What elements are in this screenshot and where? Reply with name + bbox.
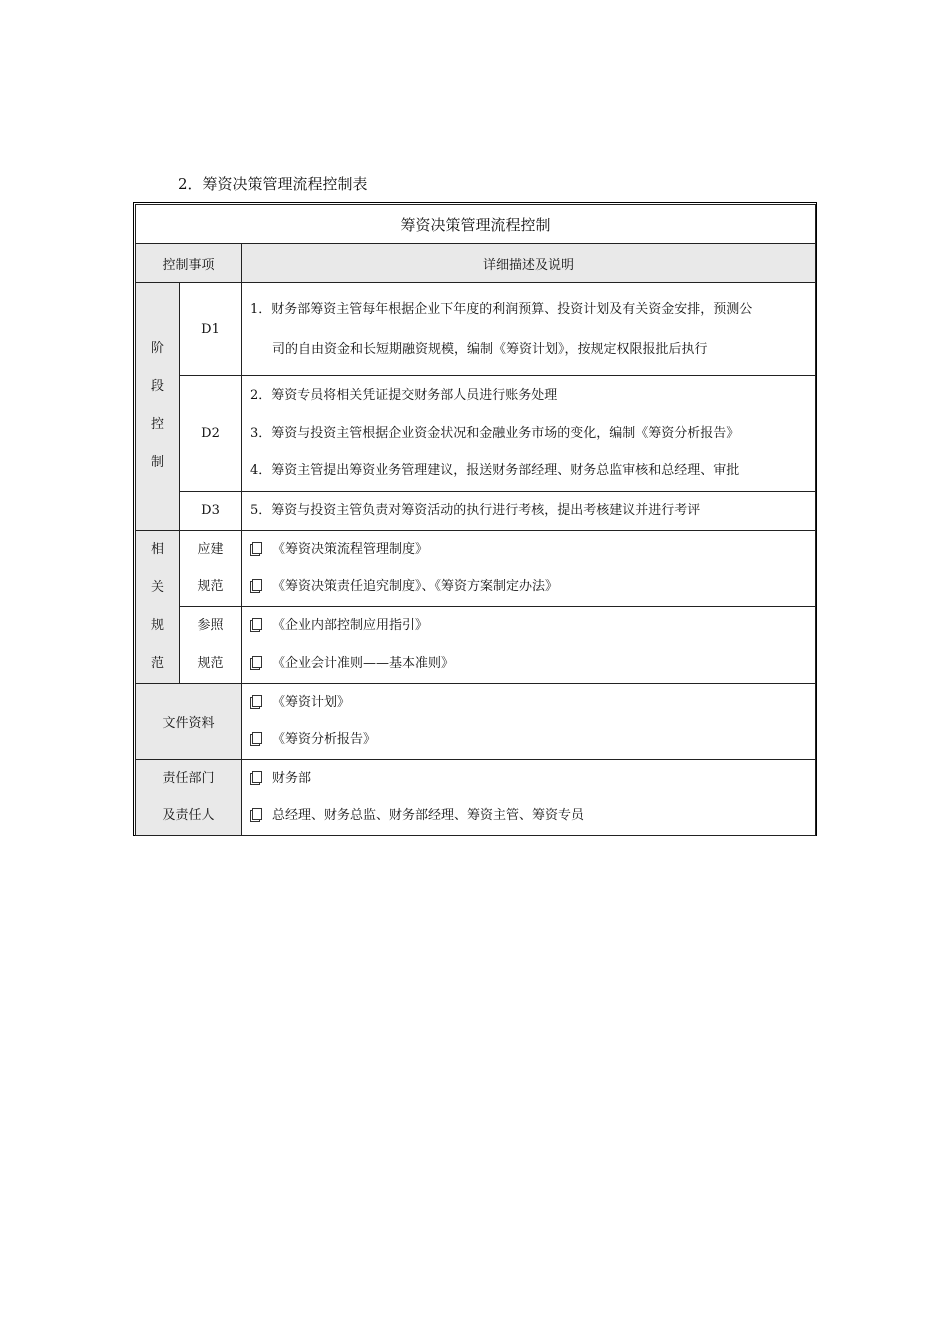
d2-item-3: 4．筹资主管提出筹资业务管理建议，报送财务部经理、财务总监审核和总经理、审批: [250, 463, 740, 479]
list-item: 《筹资决策责任追究制度》、《筹资方案制定办法》: [250, 568, 815, 606]
stage-d3-description: [242, 492, 816, 531]
stage-code-d3: D3: [180, 492, 242, 531]
document-icon: [252, 579, 262, 591]
should-build-line-1: 应建: [197, 541, 224, 557]
should-build-line-2: 规范: [197, 579, 224, 595]
d3-item: 5．筹资与投资主管负责对筹资活动的执行进行考核，提出考核建议并进行考评: [250, 503, 701, 518]
document-icon: [252, 542, 262, 554]
stage-char-1: 阶: [150, 341, 164, 357]
should-build-norms-list: [242, 530, 816, 607]
table-title: 筹资决策管理流程控制: [136, 205, 816, 244]
list-item: 财务部: [250, 760, 815, 798]
list-item: 《筹资决策流程管理制度》: [250, 531, 815, 569]
stage-code-d2: D2: [180, 376, 242, 492]
documents-label: 文件资料: [136, 683, 242, 759]
header-description: 详细描述及说明: [242, 244, 816, 283]
d1-line-2: 司的自由资金和长短期融资规模，编制《筹资计划》，按规定权限报批后执行: [272, 342, 708, 357]
document-icon: [252, 695, 262, 707]
stage-d2-description: [242, 376, 816, 492]
document-icon: [252, 771, 262, 783]
stage-char-4: 制: [150, 455, 164, 471]
responsibility-line-1: 责任部门: [162, 770, 215, 786]
reference-line-2: 规范: [197, 655, 224, 671]
control-table: [135, 204, 816, 836]
documents-list: [242, 683, 816, 759]
header-control-items: 控制事项: [136, 244, 242, 283]
stage-d1-description: [242, 283, 816, 376]
reference-norms-label: [180, 607, 242, 684]
document-icon: [252, 732, 262, 744]
responsibility-list: [242, 759, 816, 835]
section-heading: 2．筹资决策管理流程控制表: [178, 175, 368, 193]
norms-char-1: 相: [150, 541, 164, 557]
norms-char-3: 规: [150, 617, 164, 633]
list-item: 《企业内部控制应用指引》: [250, 607, 815, 645]
d2-item-2: 3．筹资与投资主管根据企业资金状况和金融业务市场的变化，编制《筹资分析报告》: [250, 425, 740, 441]
stage-char-2: 段: [150, 379, 164, 395]
d1-line-1: 1．财务部筹资主管每年根据企业下年度的利润预算、投资计划及有关资金安排，预测公: [250, 302, 753, 317]
reference-line-1: 参照: [197, 618, 224, 634]
d2-item-1: 2．筹资专员将相关凭证提交财务部人员进行账务处理: [250, 388, 558, 404]
norms-char-2: 关: [150, 579, 164, 595]
stage-char-3: 控: [150, 417, 164, 433]
list-item: 总经理、财务总监、财务部经理、筹资主管、筹资专员: [250, 797, 815, 835]
stage-control-label: [136, 283, 180, 531]
reference-norms-list: [242, 607, 816, 684]
document-icon: [252, 618, 262, 630]
should-build-norms-label: [180, 530, 242, 607]
norms-char-4: 范: [150, 655, 164, 671]
document-icon: [252, 656, 262, 668]
list-item: 《筹资计划》: [250, 684, 815, 722]
related-norms-label: [136, 530, 180, 683]
responsibility-line-2: 及责任人: [162, 808, 215, 823]
responsibility-label: [136, 759, 242, 835]
list-item: 《筹资分析报告》: [250, 721, 815, 759]
document-icon: [252, 808, 262, 820]
list-item: 《企业会计准则——基本准则》: [250, 645, 815, 683]
stage-code-d1: D1: [180, 283, 242, 376]
